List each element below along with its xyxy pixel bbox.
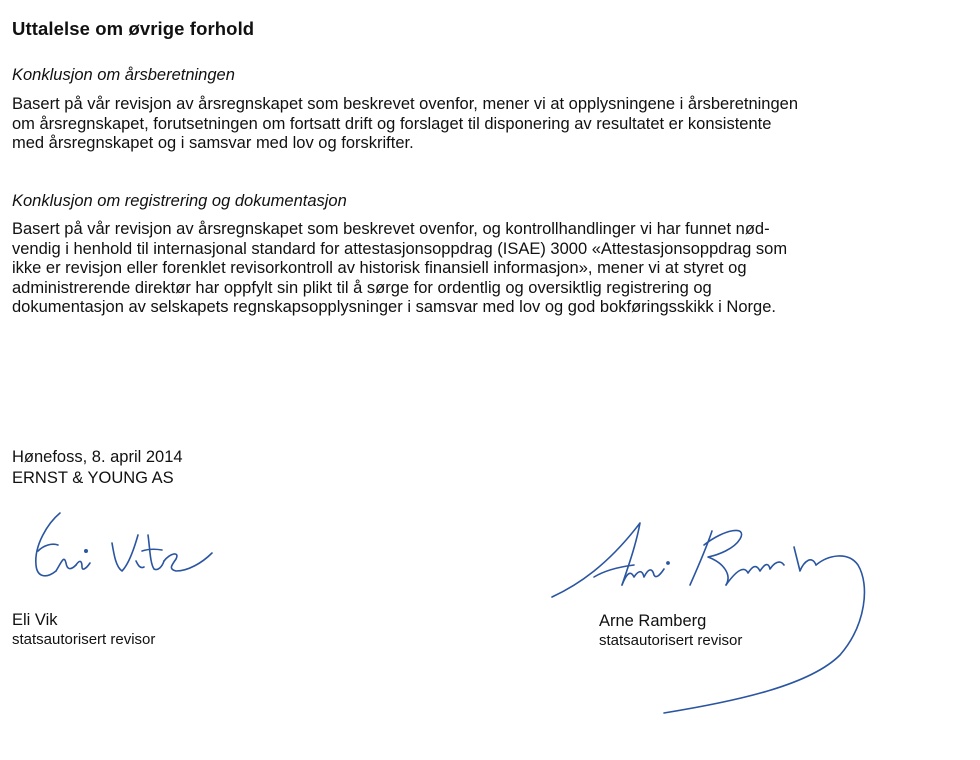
- paragraph-line: vendig i henhold til internasjonal standard for attestasjonsoppdrag (ISAE) 3000 «Attestasjonsoppdrag som: [12, 239, 788, 258]
- paragraph-registration: [12, 220, 978, 318]
- paragraph-line: administrerende direktør har oppfylt sin plikt til å sørge for ordentlig og oversiktlig registrering og: [12, 278, 712, 297]
- paragraph-annual-report: [12, 95, 978, 154]
- section-heading: Uttalelse om øvrige forhold: [12, 18, 255, 39]
- paragraph-line: dokumentasjon av selskapets regnskapsopplysninger i samsvar med lov og god bokføringsskikk i Norge.: [12, 298, 776, 317]
- paragraph-line: med årsregnskapet og i samsvar med lov og forskrifter.: [12, 134, 414, 153]
- paragraph-line: Basert på vår revisjon av årsregnskapet som beskrevet ovenfor, og kontrollhandlinger vi har funnet nød-: [12, 220, 770, 238]
- paragraph-line: om årsregnskapet, forutsetningen om fortsatt drift og forslaget til disponering av resultatet er konsistente: [12, 114, 772, 133]
- signer-name: Eli Vik: [12, 611, 58, 629]
- signer-title: statsautorisert revisor: [12, 631, 156, 648]
- paragraph-line: Basert på vår revisjon av årsregnskapet som beskrevet ovenfor, mener vi at opplysningene i årsberetningen: [12, 95, 799, 113]
- paragraph-line: ikke er revisjon eller forenklet revisorkontroll av historisk finansiell informasjon», mener vi at styret og: [12, 259, 747, 278]
- place-and-firm: [12, 447, 183, 489]
- signer-block-left: [12, 611, 155, 649]
- signer-block-right: [599, 612, 742, 650]
- signature-left: [30, 505, 220, 595]
- subheading-annual-report: Konklusjon om årsberetningen: [12, 66, 235, 84]
- place-date: Hønefoss, 8. april 2014: [12, 448, 183, 466]
- signer-title: statsautorisert revisor: [599, 632, 743, 649]
- subheading-registration: Konklusjon om registrering og dokumentasjon: [12, 192, 347, 210]
- firm-name: ERNST & YOUNG AS: [12, 469, 174, 487]
- signer-name: Arne Ramberg: [599, 612, 707, 630]
